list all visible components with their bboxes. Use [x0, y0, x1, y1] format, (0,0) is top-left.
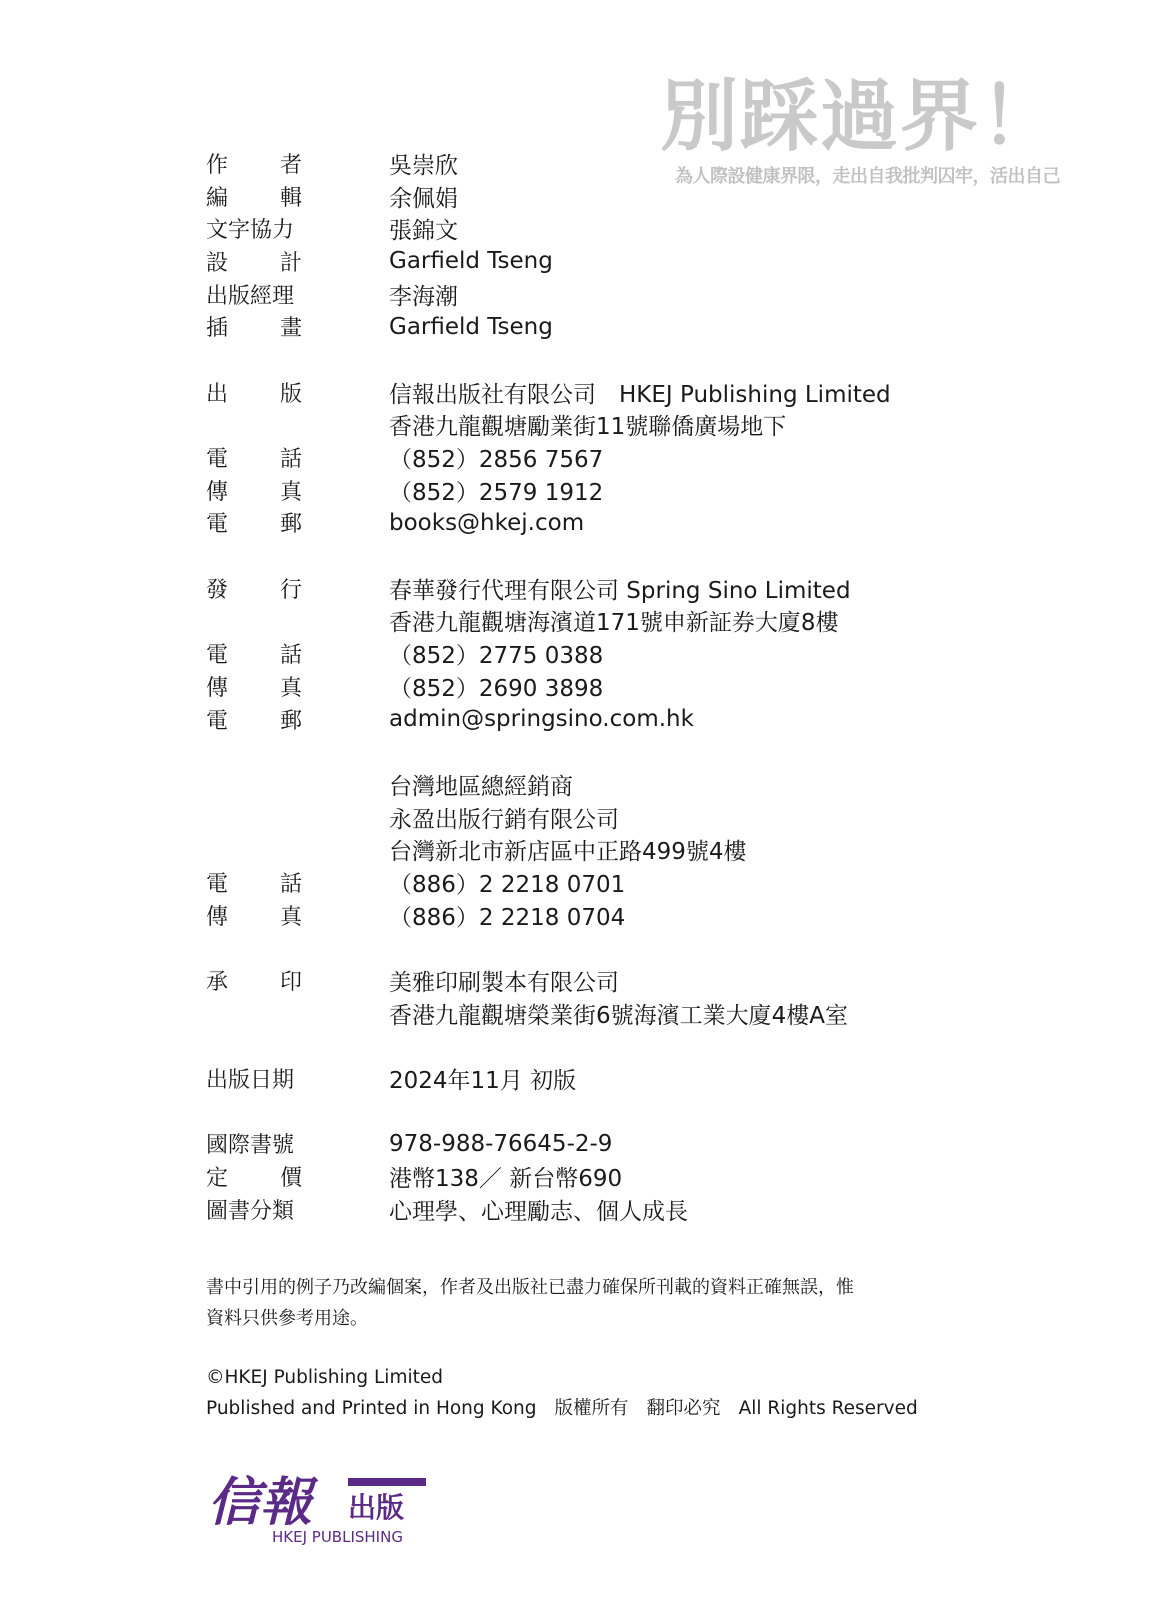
text-assist-label: 文字協力 [206, 218, 295, 244]
publisher-email-row [206, 507, 926, 540]
author-value: 吳崇欣 [389, 152, 458, 179]
distributor-email-label: 電 郵 [206, 708, 302, 734]
disclaimer-line-2: 資料只供參考用途。 [206, 1308, 368, 1329]
credits-block [206, 147, 926, 1226]
taiwan-phone-label: 電 話 [206, 871, 302, 897]
publisher-email-label: 電 郵 [206, 512, 302, 538]
taiwan-fax-label: 傳 真 [206, 904, 302, 930]
book-subtitle: 為人際設健康界限，走出自我批判囚牢，活出自己 [675, 166, 1060, 187]
taiwan-distributor-heading: 台灣地區總經銷商 [389, 773, 573, 800]
taiwan-line1-row [206, 768, 926, 801]
taiwan-fax-row [206, 899, 926, 932]
disclaimer [206, 1272, 926, 1334]
category-label: 圖書分類 [206, 1198, 295, 1224]
printer-label: 承 印 [206, 970, 302, 996]
isbn-value: 978-988-76645-2-9 [389, 1130, 613, 1157]
publisher-address-row [206, 409, 926, 442]
price-row [206, 1160, 926, 1193]
distributor-name: 春華發行代理有限公司 Spring Sino Limited [389, 577, 851, 604]
pub-date-value: 2024年11月 初版 [389, 1068, 577, 1095]
text-assist-row [206, 212, 926, 245]
pub-date-label: 出版日期 [206, 1068, 295, 1094]
publisher-row [206, 376, 926, 409]
publisher-fax: （852）2579 1912 [389, 479, 604, 506]
illustration-value: Garfield Tseng [389, 313, 553, 340]
publisher-fax-row [206, 474, 926, 507]
distributor-label: 發 行 [206, 577, 302, 603]
text-assist-value: 張錦文 [389, 218, 458, 245]
distributor-phone-row [206, 637, 926, 670]
taiwan-phone-row [206, 866, 926, 899]
logo-chinese-text: 信報 [208, 1472, 313, 1533]
price-label: 定 價 [206, 1166, 302, 1192]
taiwan-line2-row [206, 801, 926, 834]
editor-row [206, 180, 926, 213]
author-label: 作 者 [206, 152, 302, 178]
rights-en: All Rights Reserved [738, 1398, 918, 1419]
publishing-manager-row [206, 278, 926, 311]
distributor-phone-label: 電 話 [206, 643, 302, 669]
publisher-email: books@hkej.com [389, 509, 585, 536]
design-value: Garfield Tseng [389, 248, 553, 275]
printer-name: 美雅印刷製本有限公司 [389, 970, 619, 997]
category-row [206, 1193, 926, 1226]
copyright-block [206, 1362, 966, 1424]
distributor-fax: （852）2690 3898 [389, 675, 604, 702]
publisher-label: 出 版 [206, 381, 302, 407]
published-text: Published and Printed in Hong Kong [206, 1398, 537, 1419]
editor-label: 編 輯 [206, 185, 302, 211]
distributor-fax-label: 傳 真 [206, 675, 302, 701]
publishing-manager-value: 李海潮 [389, 283, 458, 310]
publisher-phone-label: 電 話 [206, 447, 302, 473]
logo-english-text: HKEJ PUBLISHING [272, 1528, 403, 1546]
editor-value: 余佩娟 [389, 185, 458, 212]
publisher-name: 信報出版社有限公司 HKEJ Publishing Limited [389, 381, 891, 408]
book-title: 別踩過界！ [659, 72, 1060, 162]
logo-box-label: 出版 [348, 1491, 405, 1524]
publisher-phone-row [206, 441, 926, 474]
distributor-email-row [206, 703, 926, 736]
taiwan-distributor-address: 台灣新北市新店區中正路499號4樓 [389, 839, 747, 866]
author-row [206, 147, 926, 180]
rights-cn-2: 翻印必究 [646, 1398, 721, 1419]
printer-address-row [206, 997, 926, 1030]
taiwan-distributor-name: 永盈出版行銷有限公司 [389, 806, 619, 833]
price-value: 港幣138／ 新台幣690 [389, 1166, 623, 1193]
illustration-label: 插 畫 [206, 316, 302, 342]
distributor-address-row [206, 605, 926, 638]
distributor-email: admin@springsino.com.hk [389, 706, 694, 733]
design-label: 設 計 [206, 250, 302, 276]
publishing-manager-label: 出版經理 [206, 283, 295, 309]
isbn-label: 國際書號 [206, 1133, 295, 1159]
illustration-row [206, 310, 926, 343]
pub-date-row [206, 1062, 926, 1095]
publisher-phone: （852）2856 7567 [389, 447, 604, 474]
publisher-address: 香港九龍觀塘勵業街11號聯僑廣場地下 [389, 414, 787, 441]
taiwan-line3-row [206, 833, 926, 866]
copyright-line: ©HKEJ Publishing Limited [206, 1367, 443, 1388]
distributor-address: 香港九龍觀塘海濱道171號申新証券大廈8樓 [389, 610, 839, 637]
printer-address: 香港九龍觀塘榮業街6號海濱工業大廈4樓A室 [389, 1002, 849, 1029]
category-value: 心理學、心理勵志、個人成長 [389, 1198, 688, 1225]
taiwan-phone: （886）2 2218 0701 [389, 871, 626, 898]
isbn-row [206, 1128, 926, 1161]
distributor-row [206, 572, 926, 605]
taiwan-fax: （886）2 2218 0704 [389, 904, 626, 931]
rights-line [206, 1393, 966, 1424]
rights-cn-1: 版權所有 [554, 1398, 629, 1419]
distributor-fax-row [206, 670, 926, 703]
hkej-publishing-logo [208, 1460, 438, 1550]
distributor-phone: （852）2775 0388 [389, 643, 604, 670]
design-row [206, 245, 926, 278]
printer-row [206, 964, 926, 997]
publisher-fax-label: 傳 真 [206, 479, 302, 505]
disclaimer-line-1: 書中引用的例子乃改編個案，作者及出版社已盡力確保所刊載的資料正確無誤，惟 [206, 1277, 854, 1298]
